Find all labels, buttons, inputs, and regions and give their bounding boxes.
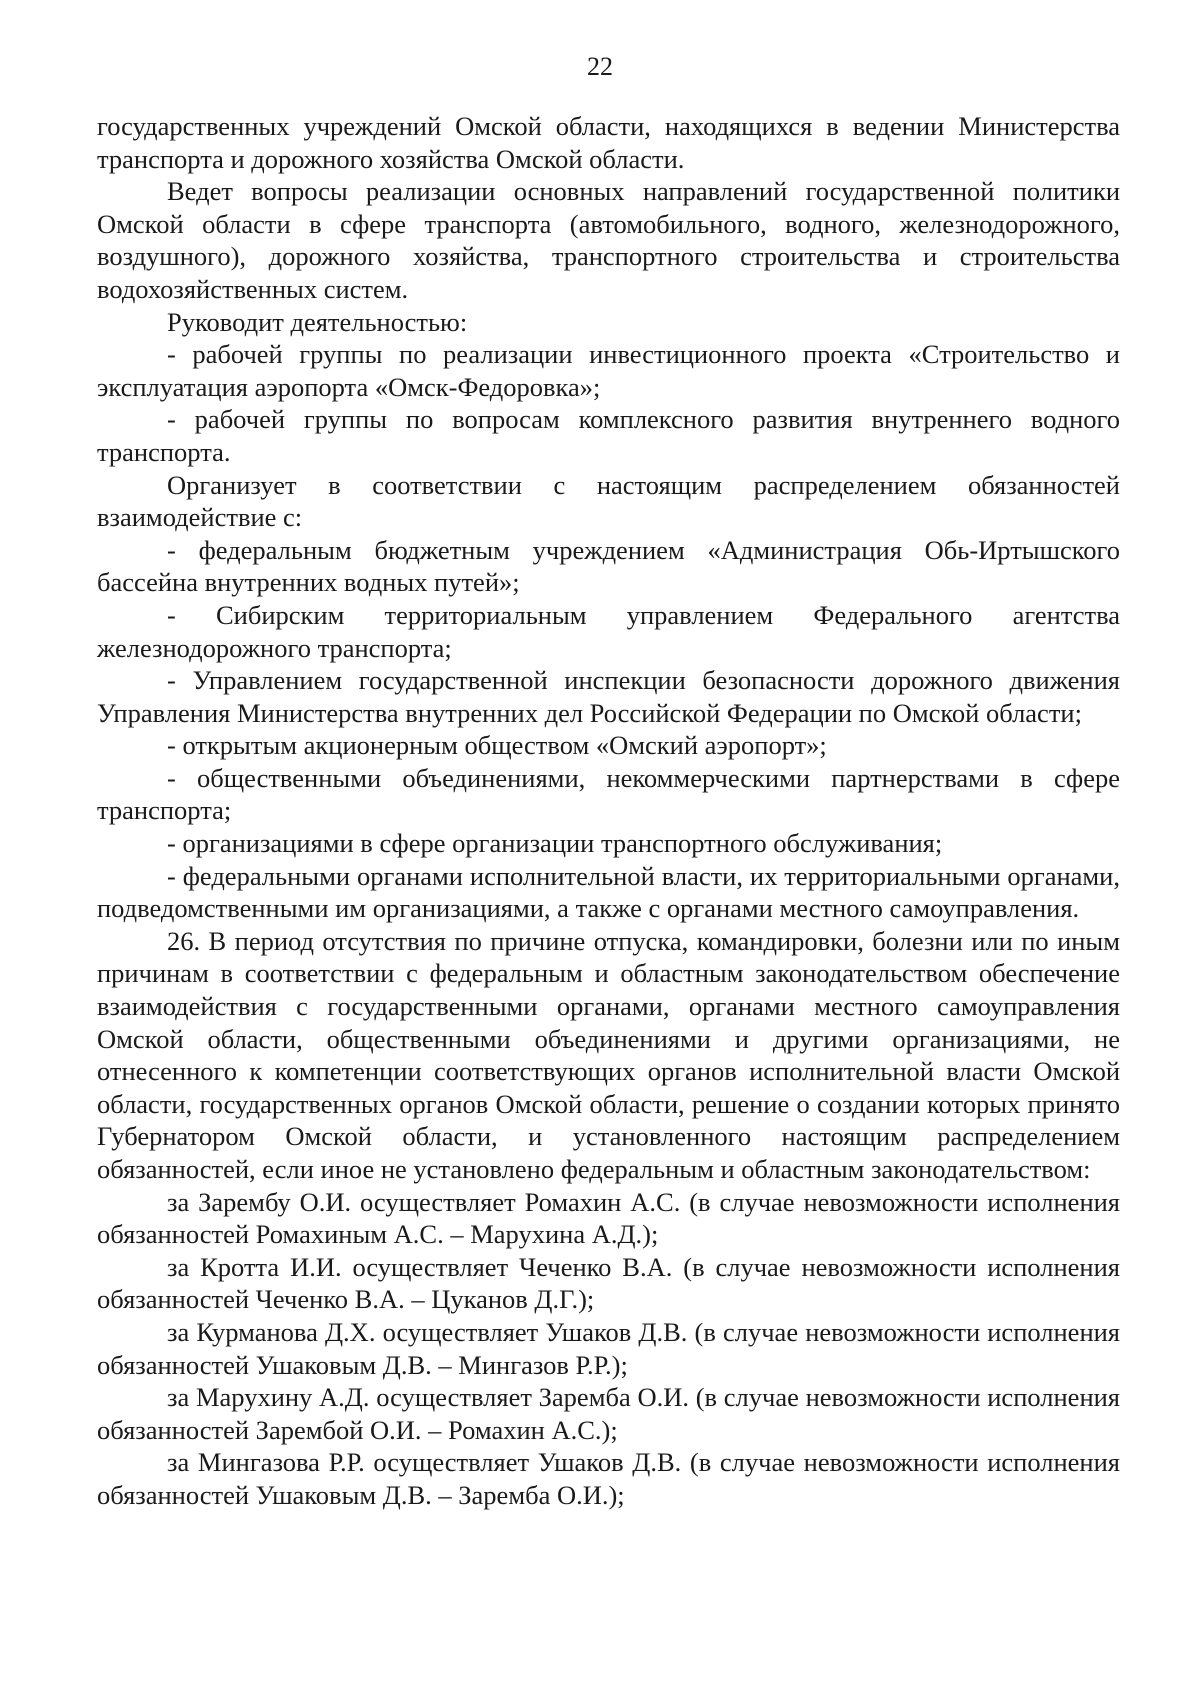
list-item-airport-working-group: - рабочей группы по реализации инвестиционного проекта «Строительство и эксплуатация аэропорта «Омск-Федоровка»; — [97, 339, 1120, 402]
list-item-federal-bodies: - федеральными органами исполнительной власти, их территориальными органами, подведомственными им организациями, а также с органами местного самоуправления. — [97, 860, 1120, 924]
substitution-zaremba: за Зарембу О.И. осуществляет Ромахин А.С. (в случае невозможности исполнения обязанностей Ромахиным А.С. – Марухина А.Д.); — [97, 1186, 1120, 1250]
paragraph-section-26: 26. В период отсутствия по причине отпуска, командировки, болезни или по иным причинам в соответствии с федеральным и областным законодательством обеспечение взаимодействия с государственными органами, органами местного самоуправления Омской области, общественными объединениями и другими организациями, не отнесенного к компетенции соответствующих органов исполнительной власти Омской области, государственных органов Омской области, решение о создании которых принято Губернатором Омской области, и установленного настоящим распределением обязанностей, если иное не установлено федеральным и областным законодательством: — [97, 925, 1120, 1184]
paragraph-leads-activity: Руководит деятельностью: — [167, 306, 468, 337]
list-item-ob-irtysh-basin: - федеральным бюджетным учреждением «Администрация Обь-Иртышского бассейна внутренних водных путей»; — [97, 534, 1120, 598]
paragraph-policy-areas: Ведет вопросы реализации основных направлений государственной политики Омской области в сфере транспорта (автомобильного, водного, железнодорожного, воздушного), дорожного хозяйства, транспортного строительства и строительства водохозяйственных систем. — [97, 176, 1120, 304]
page-number: 22 — [587, 52, 613, 81]
list-item-water-transport-group: - рабочей группы по вопросам комплексного развития внутреннего водного транспорта. — [97, 404, 1120, 467]
paragraph-organizes-interaction: Организует в соответствии с настоящим распределением обязанностей взаимодействие с: — [97, 469, 1120, 533]
list-item-omsk-airport: - открытым акционерным обществом «Омский аэропорт»; — [167, 730, 827, 761]
paragraph-continuation: государственных учреждений Омской области, находящихся в ведении Министерства транспорта и дорожного хозяйства Омской области. — [97, 111, 1120, 174]
list-item-transport-service-orgs: - организациями в сфере организации транспортного обслуживания; — [167, 828, 943, 859]
document-body — [97, 110, 1120, 1512]
substitution-kurmanov: за Курманова Д.Х. осуществляет Ушаков Д.В. (в случае невозможности исполнения обязанностей Ушаковым Д.В. – Мингазов Р.Р.); — [97, 1316, 1120, 1380]
list-item-siberian-railway-agency: - Сибирским территориальным управлением Федерального агентства железнодорожного транспорта; — [97, 599, 1120, 663]
substitution-mingazov: за Мингазова Р.Р. осуществляет Ушаков Д.В. (в случае невозможности исполнения обязанностей Ушаковым Д.В. – Заремба О.И.); — [97, 1447, 1120, 1510]
list-item-public-associations: - общественными объединениями, некоммерческими партнерствами в сфере транспорта; — [97, 762, 1120, 826]
substitution-krott: за Кротта И.И. осуществляет Чеченко В.А. (в случае невозможности исполнения обязанностей Чеченко В.А. – Цуканов Д.Г.); — [97, 1251, 1120, 1315]
substitution-marukhina: за Марухину А.Д. осуществляет Заремба О.И. (в случае невозможности исполнения обязанностей Зарембой О.И. – Ромахин А.С.); — [97, 1382, 1120, 1445]
list-item-traffic-inspection: - Управлением государственной инспекции безопасности дорожного движения Управления Министерства внутренних дел Российской Федерации по Омской области; — [97, 665, 1120, 728]
